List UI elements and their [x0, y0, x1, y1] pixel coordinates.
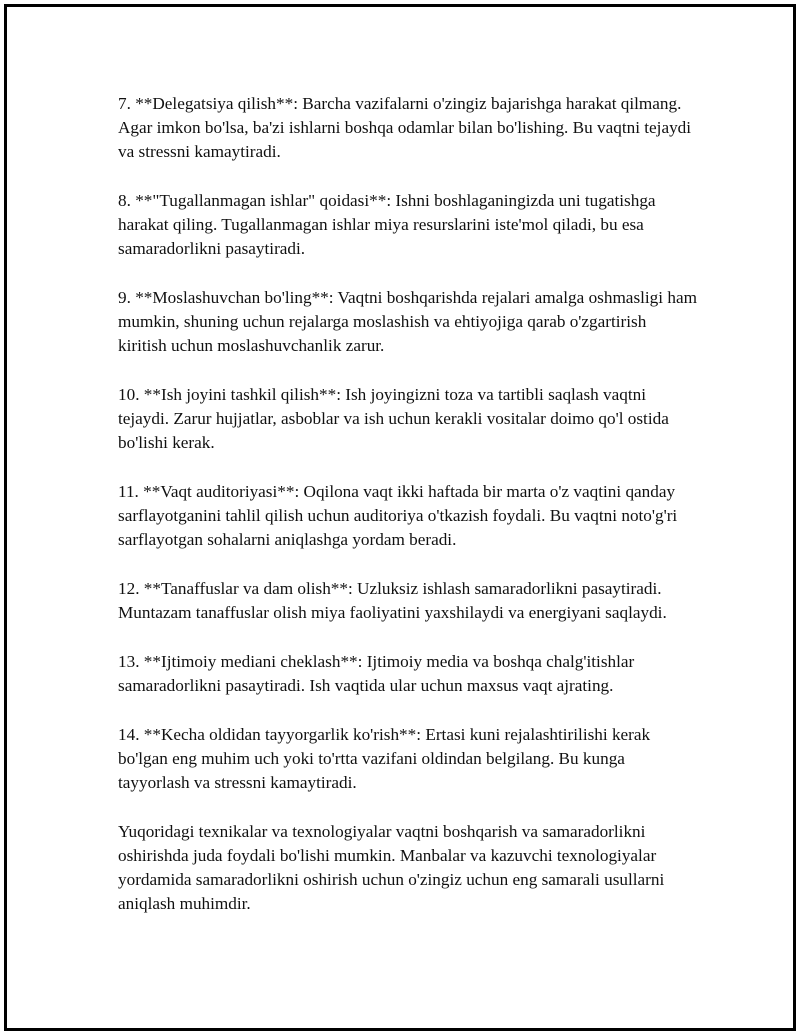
conclusion-paragraph: Yuqoridagi texnikalar va texnologiyalar vaqtni boshqarish va samaradorlikni oshirishda juda foydali bo'lishi mumkin. Manbalar va kazuvchi texnologiyalar yordamida samaradorlikni oshirish uchun o'zingiz uchun eng samarali usullarni aniqlash muhimdir. [118, 821, 665, 914]
document-body [118, 92, 698, 941]
paragraph-item-9: 9. **Moslashuvchan bo'ling**: Vaqtni boshqarishda rejalari amalga oshmasligi ham mumkin, shuning uchun rejalarga moslashish va ehtiyojiga qarab o'zgartirish kiritish uchun moslashuvchanlik zarur. [118, 288, 697, 356]
paragraph-item-14: 14. **Kecha oldidan tayyorgarlik ko'rish**: Ertasi kuni rejalashtirilishi kerak bo'lgan eng muhim uch yoki to'rtta vazifani oldindan belgilang. Bu kunga tayyorlash va stressni kamaytiradi. [118, 724, 651, 792]
paragraph-item-12: 12. **Tanaffuslar va dam olish**: Uzluksiz ishlash samaradorlikni pasaytiradi. Muntazam tanaffuslar olish miya faoliyatini yaxshilaydi va energiyani saqlaydi. [118, 579, 667, 623]
paragraph-item-13: 13. **Ijtimoiy mediani cheklash**: Ijtimoiy media va boshqa chalg'itishlar samaradorlikni pasaytiradi. Ish vaqtida ular uchun maxsus vaqt ajrating. [118, 651, 635, 695]
paragraph-item-11: 11. **Vaqt auditoriyasi**: Oqilona vaqt ikki haftada bir marta o'z vaqtini qanday sarflayotganini tahlil qilish uchun auditoriya o'tkazish foydali. Bu vaqtni noto'g'ri sarflayotgan sohalarni aniqlashga yordam beradi. [118, 482, 678, 550]
paragraph-item-8: 8. **"Tugallanmagan ishlar" qoidasi**: Ishni boshlaganingizda uni tugatishga harakat qiling. Tugallanmagan ishlar miya resurslarini iste'mol qiladi, bu esa samaradorlikni pasaytiradi. [118, 191, 656, 259]
paragraph-item-7: 7. **Delegatsiya qilish**: Barcha vazifalarni o'zingiz bajarishga harakat qilmang. Agar imkon bo'lsa, ba'zi ishlarni boshqa odamlar bilan bo'lishing. Bu vaqtni tejaydi va stressni kamaytiradi. [118, 94, 692, 162]
paragraph-item-10: 10. **Ish joyini tashkil qilish**: Ish joyingizni toza va tartibli saqlash vaqtni tejaydi. Zarur hujjatlar, asboblar va ish uchun kerakli vositalar doimo qo'l ostida bo'lishi kerak. [118, 385, 669, 453]
